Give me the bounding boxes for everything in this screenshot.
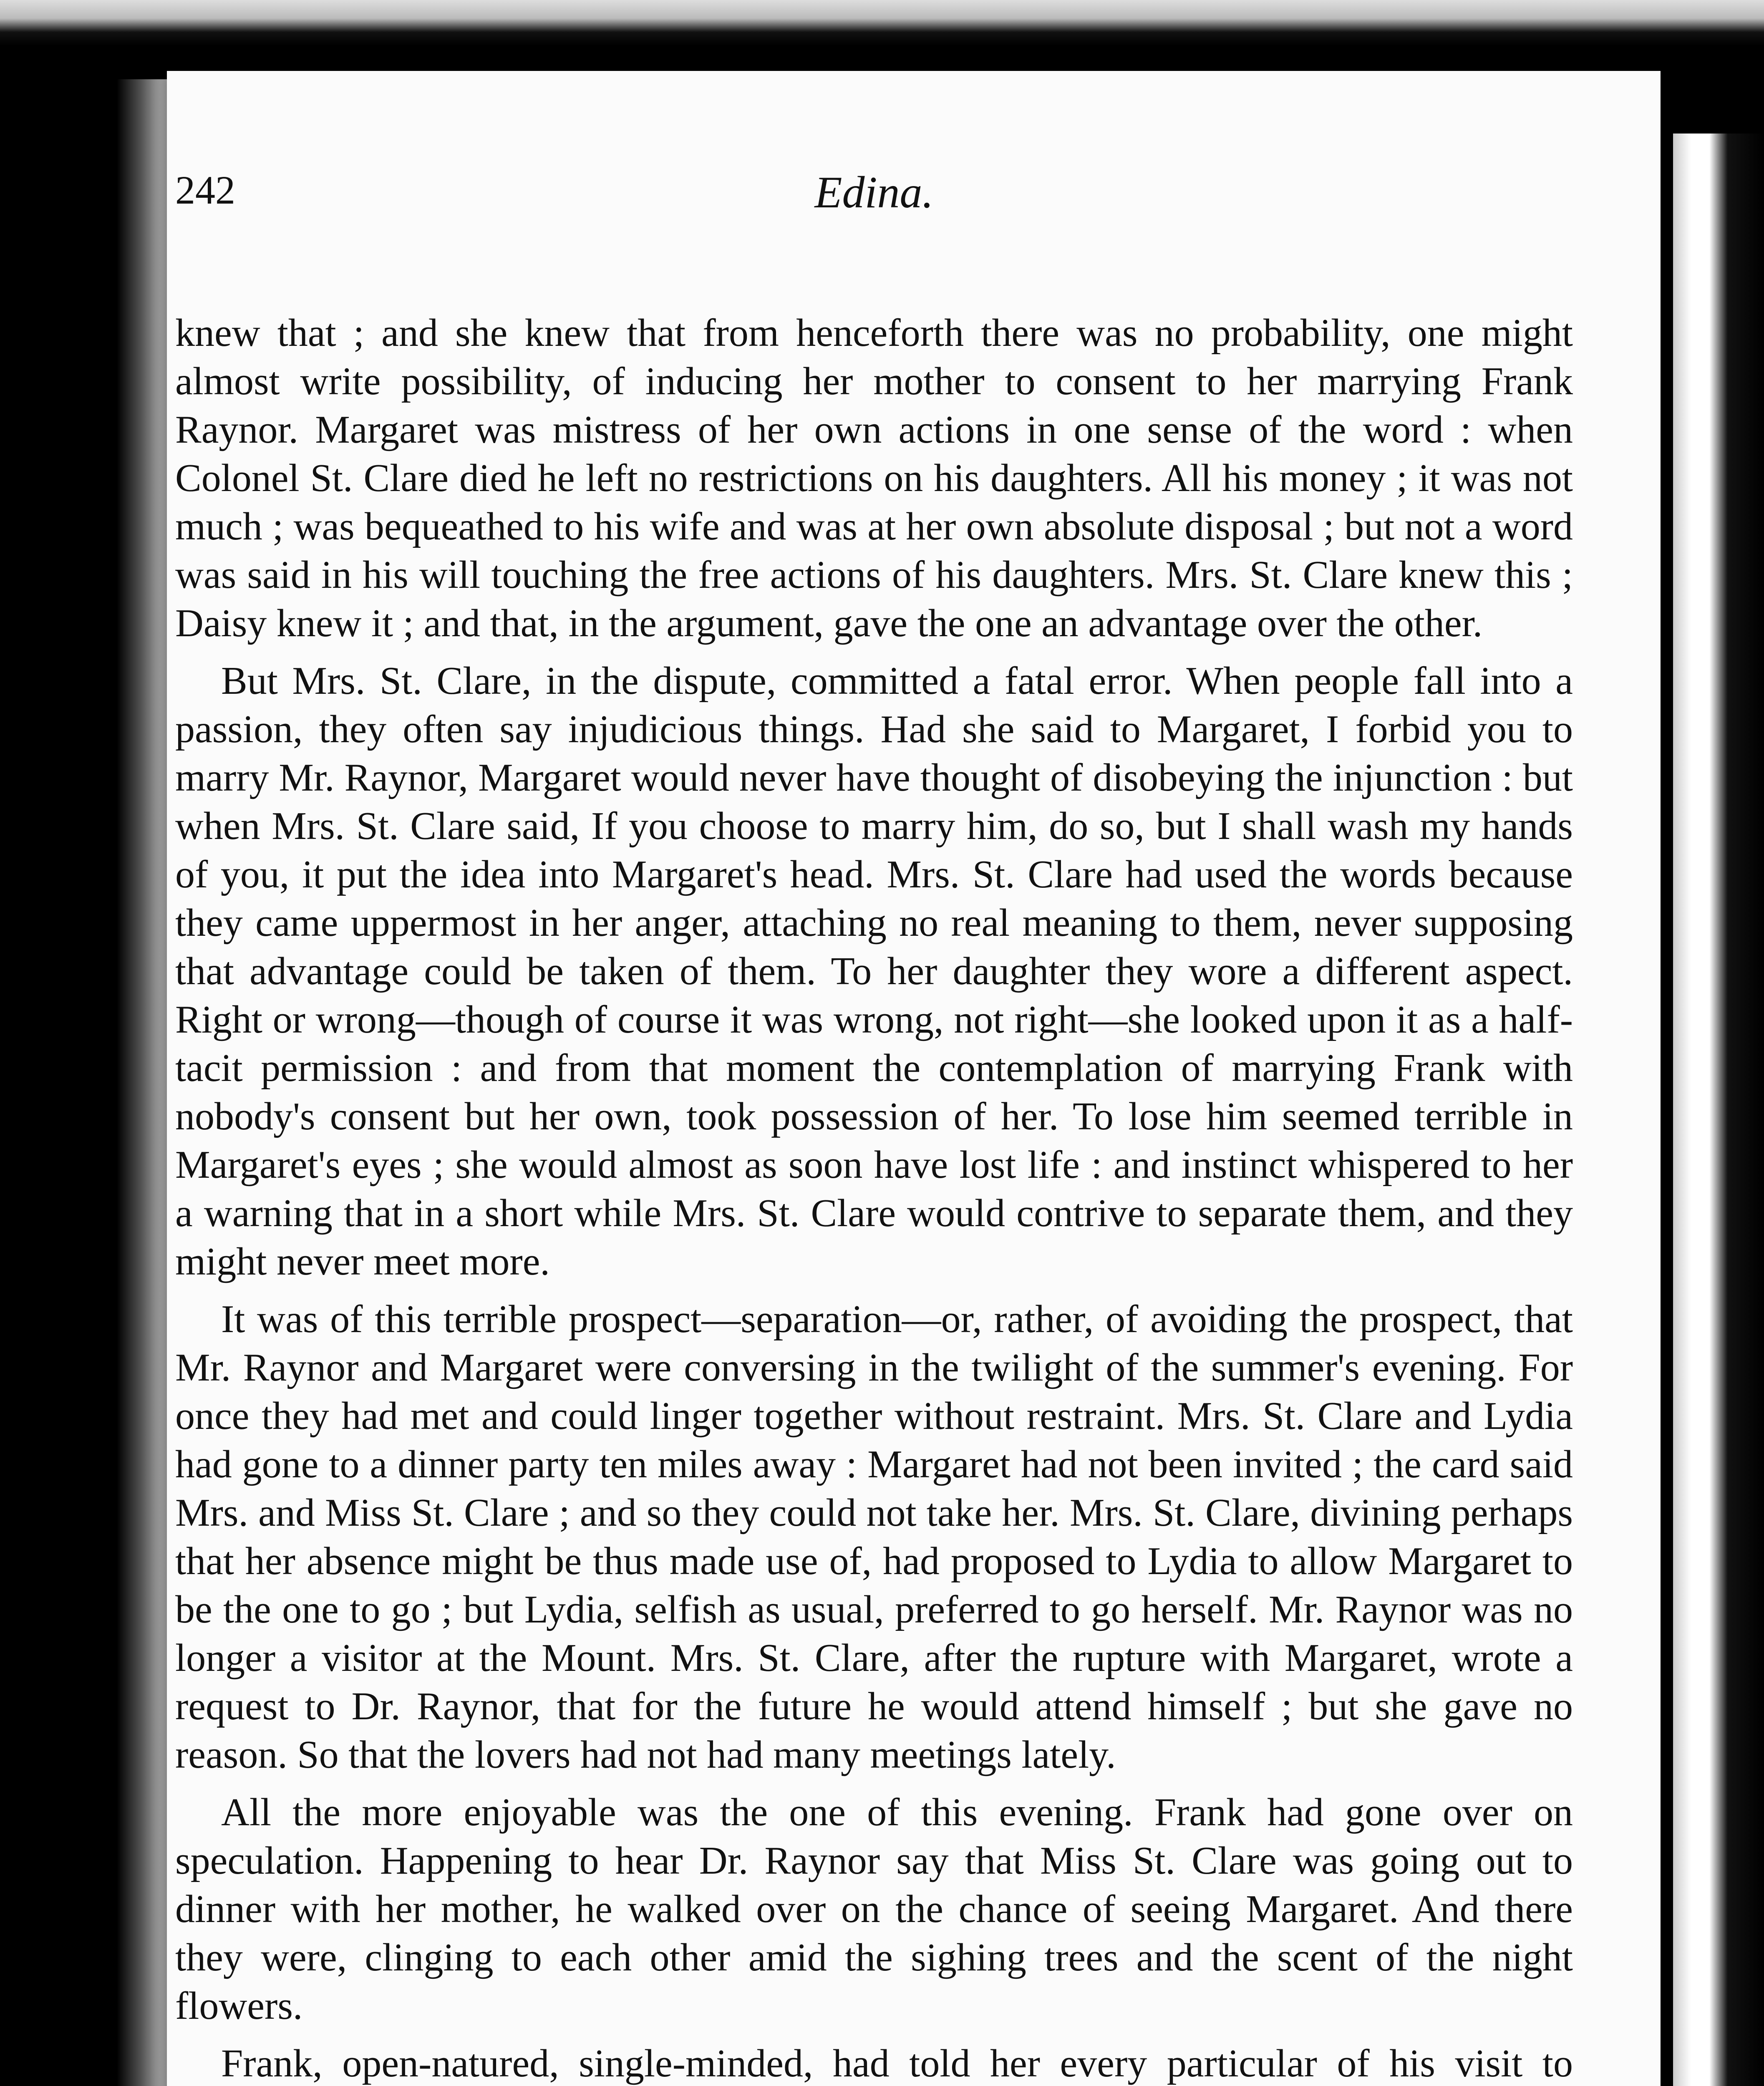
paragraph: knew that ; and she knew that from henceforth there was no probability, one might almost write possibility, of inducing her mother to consent to her marrying Frank Raynor. Margaret was mistress of her own actions in one sense of the word : when Colonel St. Clare died he left no restrictions on his daughters. All his money ; it was not much ; was bequeathed to his wife and was at her own absolute disposal ; but not a word was said in his will touching the free actions of his daughters. Mrs. St. Clare knew this ; Daisy knew it ; and that, in the argument, gave the one an advantage over the other.: [175, 311, 1573, 645]
paragraph: But Mrs. St. Clare, in the dispute, committed a fatal error. When people fall into a passion, they often say injudicious things. Had she said to Margaret, I forbid you to marry Mr. Raynor, Margaret would never have thought of disobeying the injunction : but when Mrs. St. Clare said, If you choose to marry him, do so, but I shall wash my hands of you, it put the idea into Margaret's head. Mrs. St. Clare had used the words because they came uppermost in her anger, attaching no real meaning to them, never supposing that advantage could be taken of them. To her daughter they wore a different aspect. Right or wrong—though of course it was wrong, not right—she looked upon it as a half-tacit permission : and from that moment the contemplation of marrying Frank with nobody's consent but her own, took possession of her. To lose him seemed terrible in Margaret's eyes ; she would almost as soon have lost life : and instinct whispered to her a warning that in a short while Mrs. St. Clare would contrive to separate them, and they might never meet more.: [175, 659, 1573, 1283]
running-title: Edina.: [814, 168, 934, 217]
paragraph: It was of this terrible prospect—separation—or, rather, of avoiding the prospect, that Mr. Raynor and Margaret were conversing in the twilight of the summer's evening. For once they had met and could linger together without restraint. Mrs. St. Clare and Lydia had gone to a dinner party ten miles away : Margaret had not been invited ; the card said Mrs. and Miss St. Clare ; and so they could not take her. Mrs. St. Clare, divining perhaps that her absence might be thus made use of, had proposed to Lydia to allow Margaret to be the one to go ; but Lydia, selfish as usual, preferred to go herself. Mr. Raynor was no longer a visitor at the Mount. Mrs. St. Clare, after the rupture with Margaret, wrote a request to Dr. Raynor, that for the future he would attend himself ; but she gave no reason. So that the lovers had not had many meetings lately.: [175, 1297, 1573, 1776]
page-number: 242: [175, 168, 235, 212]
scan-border-top: [0, 0, 1764, 46]
body-text: [175, 309, 1573, 2086]
paragraph: All the more enjoyable was the one of this evening. Frank had gone over on speculation. Happening to hear Dr. Raynor say that Miss St. Clare was going out to dinner with her mother, he walked over on the chance of seeing Margaret. And there they were, clinging to each other amid the sighing trees and the scent of the night flowers.: [175, 1791, 1573, 2028]
paragraph: Frank, open-natured, single-minded, had told her every particular of his visit to: [221, 2042, 1573, 2085]
scan-border-right: [1673, 134, 1764, 2086]
page-header: [175, 167, 1573, 225]
